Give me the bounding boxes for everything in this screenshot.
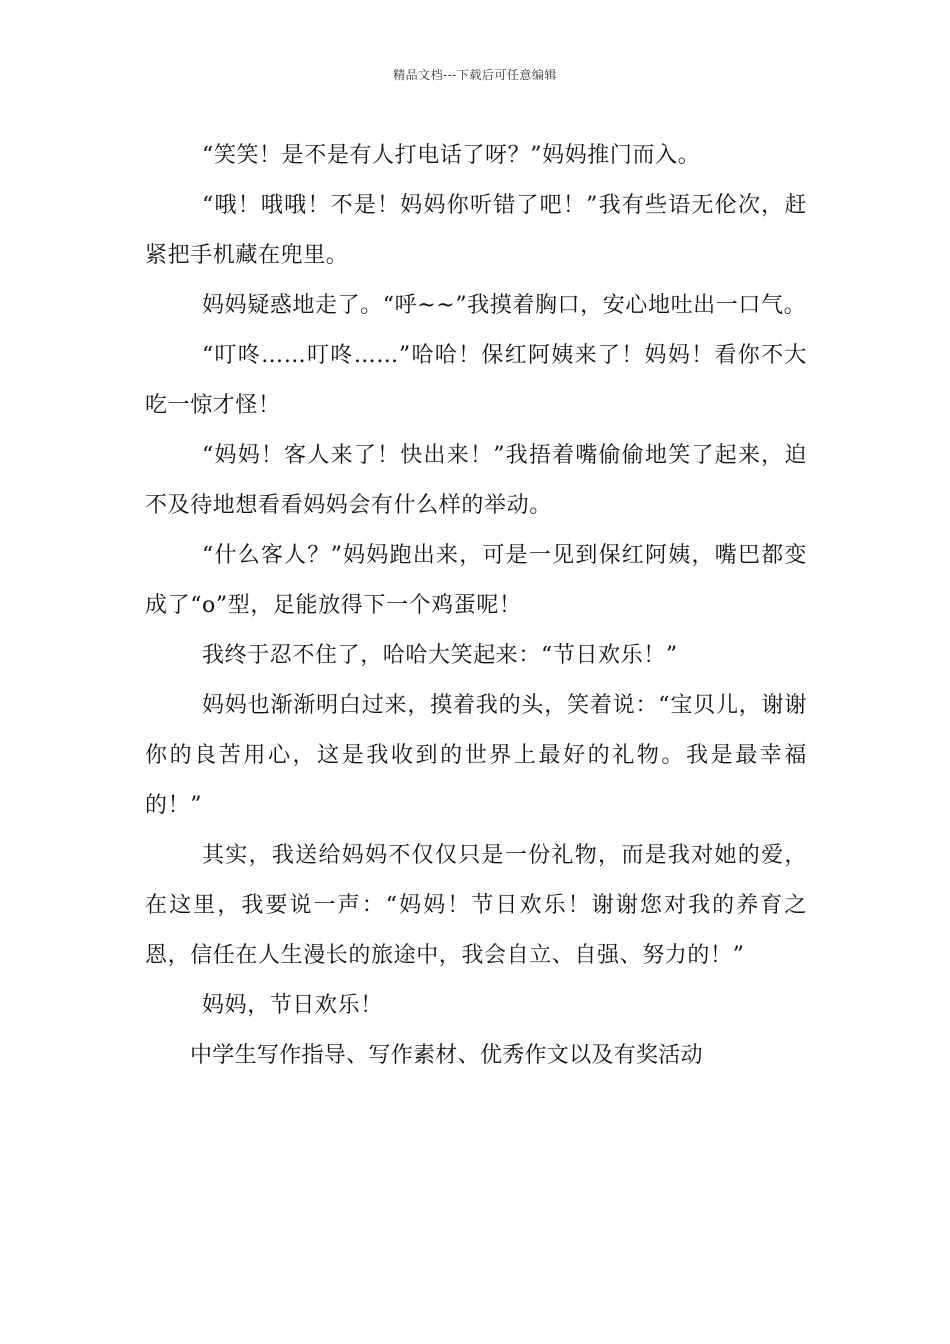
paragraph: 其实，我送给妈妈不仅仅只是一份礼物，而是我对她的爱，在这里，我要说一声：“妈妈！节日欢乐！谢谢您对我的养育之恩，信任在人生漫长的旅途中，我会自立、自强、努力的！” <box>145 843 807 968</box>
paragraph: “叮咚……叮咚……”哈哈！保红阿姨来了！妈妈！看你不大吃一惊才怪！ <box>145 343 807 418</box>
paragraph: 妈妈疑惑地走了。“呼~~”我摸着胸口，安心地吐出一口气。 <box>202 293 807 318</box>
paragraph: 妈妈，节日欢乐！ <box>202 993 383 1018</box>
article-body <box>145 131 807 1081</box>
paragraph: 妈妈也渐渐明白过来，摸着我的头，笑着说：“宝贝儿，谢谢你的良苦用心，这是我收到的世界上最好的礼物。我是最幸福的！” <box>145 693 807 818</box>
page-header: 精品文档---下载后可任意编辑 <box>393 68 557 82</box>
paragraph: “笑笑！是不是有人打电话了呀？”妈妈推门而入。 <box>202 143 701 168</box>
promo-line: 中学生写作指导、写作素材、优秀作文以及有奖活动 <box>190 1043 703 1068</box>
paragraph: 我终于忍不住了，哈哈大笑起来：“节日欢乐！” <box>202 643 678 668</box>
paragraph: “什么客人？”妈妈跑出来，可是一见到保红阿姨，嘴巴都变成了“o”型，足能放得下一个鸡蛋呢！ <box>145 543 807 618</box>
paragraph: “哦！哦哦！不是！妈妈你听错了吧！”我有些语无伦次，赶紧把手机藏在兜里。 <box>145 193 807 268</box>
paragraph: “妈妈！客人来了！快出来！”我捂着嘴偷偷地笑了起来，迫不及待地想看看妈妈会有什么样的举动。 <box>145 443 807 518</box>
